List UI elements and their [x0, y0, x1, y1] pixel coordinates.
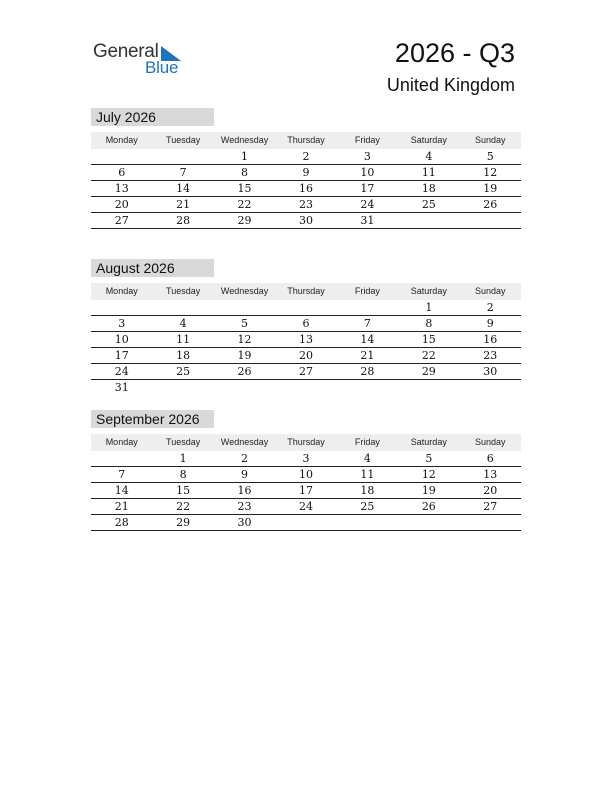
- weekday-label: Monday: [105, 437, 138, 447]
- weekday-label: Wednesday: [220, 437, 269, 447]
- day-cell: 29: [237, 214, 252, 227]
- day-cell: 1: [179, 452, 187, 465]
- weekday-label: Wednesday: [220, 286, 269, 296]
- logo-text-general: General: [93, 41, 159, 62]
- day-cell: 1: [425, 301, 433, 314]
- day-cell: 11: [176, 333, 191, 346]
- day-cell: [398, 515, 459, 530]
- day-cell: 2: [486, 301, 494, 314]
- day-cell: 5: [486, 150, 494, 163]
- day-cell: 4: [425, 150, 433, 163]
- week-row: [91, 348, 521, 364]
- day-cell: 14: [176, 182, 191, 195]
- week-row: [91, 300, 521, 316]
- week-row: [91, 197, 521, 213]
- week-row: [91, 483, 521, 499]
- day-cell: 29: [421, 365, 436, 378]
- day-cell: 15: [176, 484, 191, 497]
- week-row: [91, 499, 521, 515]
- weekday-label: Friday: [354, 437, 380, 447]
- day-cell: [275, 300, 336, 315]
- day-cell: 1: [241, 150, 249, 163]
- day-cell: 8: [425, 317, 433, 330]
- day-cell: 30: [298, 214, 313, 227]
- week-row: [91, 467, 521, 483]
- week-row: [91, 380, 521, 396]
- day-cell: 28: [360, 365, 375, 378]
- day-cell: 8: [179, 468, 187, 481]
- day-cell: 15: [421, 333, 436, 346]
- week-row: [91, 149, 521, 165]
- day-cell: 30: [483, 365, 498, 378]
- day-cell: 16: [298, 182, 313, 195]
- day-cell: 4: [179, 317, 187, 330]
- day-cell: 21: [176, 198, 191, 211]
- day-cell: 27: [114, 214, 129, 227]
- day-cell: 28: [176, 214, 191, 227]
- day-cell: 31: [114, 381, 129, 394]
- day-cell: 19: [483, 182, 498, 195]
- day-cell: 27: [298, 365, 313, 378]
- day-cell: 5: [241, 317, 249, 330]
- day-cell: [275, 515, 336, 530]
- day-cell: 6: [486, 452, 494, 465]
- weekday-label: Saturday: [410, 135, 447, 145]
- day-cell: 20: [114, 198, 129, 211]
- day-cell: 26: [483, 198, 498, 211]
- day-cell: 29: [176, 516, 191, 529]
- day-cell: 14: [360, 333, 375, 346]
- day-cell: 12: [421, 468, 436, 481]
- day-cell: [91, 451, 152, 466]
- weekday-label: Tuesday: [166, 437, 201, 447]
- day-cell: 18: [360, 484, 375, 497]
- day-cell: 20: [483, 484, 498, 497]
- day-cell: 21: [114, 500, 129, 513]
- day-cell: 17: [114, 349, 129, 362]
- weekday-label: Friday: [354, 135, 380, 145]
- day-cell: [91, 300, 152, 315]
- day-cell: 12: [483, 166, 498, 179]
- weekday-label: Thursday: [287, 135, 325, 145]
- month-label: September 2026: [91, 410, 214, 428]
- weekday-label: Thursday: [287, 286, 325, 296]
- day-cell: 16: [483, 333, 498, 346]
- day-cell: 30: [237, 516, 252, 529]
- day-cell: 25: [360, 500, 375, 513]
- day-cell: 2: [302, 150, 310, 163]
- day-cell: 3: [363, 150, 371, 163]
- day-cell: 23: [237, 500, 252, 513]
- week-row: [91, 165, 521, 181]
- day-cell: [214, 380, 275, 396]
- day-cell: [337, 515, 398, 530]
- month-calendar-september: [91, 410, 521, 531]
- weekday-label: Sunday: [474, 437, 506, 447]
- month-calendar-july: [91, 108, 521, 229]
- day-cell: 23: [298, 198, 313, 211]
- weekday-label: Tuesday: [166, 286, 201, 296]
- generalblue-logo: [93, 41, 193, 81]
- day-cell: 25: [176, 365, 191, 378]
- day-cell: 9: [302, 166, 310, 179]
- day-cell: 11: [421, 166, 436, 179]
- page-title: 2026 - Q3: [394, 38, 515, 68]
- day-cell: [398, 213, 459, 228]
- day-cell: 15: [237, 182, 252, 195]
- day-cell: 13: [114, 182, 129, 195]
- day-cell: [214, 300, 275, 315]
- day-cell: 9: [241, 468, 249, 481]
- day-cell: 24: [360, 198, 375, 211]
- day-cell: 12: [237, 333, 252, 346]
- day-cell: 23: [483, 349, 498, 362]
- day-cell: 7: [118, 468, 126, 481]
- weekday-label: Saturday: [410, 437, 447, 447]
- day-cell: 26: [421, 500, 436, 513]
- day-cell: [275, 380, 336, 396]
- day-cell: [398, 380, 459, 396]
- day-cell: 11: [360, 468, 375, 481]
- day-cell: [152, 149, 213, 164]
- day-cell: 21: [360, 349, 375, 362]
- week-row: [91, 316, 521, 332]
- day-cell: [460, 515, 521, 530]
- week-row: [91, 332, 521, 348]
- month-label: July 2026: [91, 108, 214, 126]
- day-cell: 6: [302, 317, 310, 330]
- day-cell: [152, 380, 213, 396]
- weekday-header-row: [91, 434, 521, 451]
- day-cell: 19: [237, 349, 252, 362]
- day-cell: 19: [421, 484, 436, 497]
- day-cell: 13: [298, 333, 313, 346]
- logo-text-blue: Blue: [145, 58, 179, 77]
- weekday-label: Monday: [105, 286, 138, 296]
- weekday-label: Saturday: [410, 286, 447, 296]
- day-cell: 22: [237, 198, 252, 211]
- day-cell: 13: [483, 468, 498, 481]
- day-cell: 24: [298, 500, 313, 513]
- week-row: [91, 364, 521, 380]
- day-cell: 4: [363, 452, 371, 465]
- day-cell: 18: [421, 182, 436, 195]
- day-cell: 6: [118, 166, 126, 179]
- month-calendar-august: [91, 259, 521, 396]
- day-cell: 10: [298, 468, 313, 481]
- weekday-label: Tuesday: [166, 135, 201, 145]
- day-cell: [91, 149, 152, 164]
- day-cell: 31: [360, 214, 375, 227]
- day-cell: 10: [114, 333, 129, 346]
- day-cell: 22: [421, 349, 436, 362]
- weekday-label: Sunday: [474, 286, 506, 296]
- day-cell: 27: [483, 500, 498, 513]
- day-cell: [152, 300, 213, 315]
- day-cell: 18: [176, 349, 191, 362]
- day-cell: 14: [114, 484, 129, 497]
- day-cell: 9: [486, 317, 494, 330]
- month-label: August 2026: [91, 259, 214, 277]
- week-row: [91, 515, 521, 531]
- week-row: [91, 213, 521, 229]
- day-cell: 16: [237, 484, 252, 497]
- day-cell: 28: [114, 516, 129, 529]
- day-cell: 24: [114, 365, 129, 378]
- day-cell: 20: [298, 349, 313, 362]
- weekday-label: Monday: [105, 135, 138, 145]
- day-cell: 2: [241, 452, 249, 465]
- day-cell: 17: [298, 484, 313, 497]
- day-cell: 8: [241, 166, 249, 179]
- day-cell: 26: [237, 365, 252, 378]
- day-cell: 3: [302, 452, 310, 465]
- day-cell: 3: [118, 317, 126, 330]
- week-row: [91, 451, 521, 467]
- day-cell: 22: [176, 500, 191, 513]
- weekday-label: Friday: [354, 286, 380, 296]
- day-cell: [337, 380, 398, 396]
- weekday-header-row: [91, 132, 521, 149]
- day-cell: 10: [360, 166, 375, 179]
- day-cell: [460, 380, 521, 396]
- day-cell: 7: [179, 166, 187, 179]
- week-row: [91, 181, 521, 197]
- weekday-label: Sunday: [474, 135, 506, 145]
- day-cell: 17: [360, 182, 375, 195]
- day-cell: 7: [363, 317, 371, 330]
- day-cell: [460, 213, 521, 228]
- day-cell: [337, 300, 398, 315]
- weekday-header-row: [91, 283, 521, 300]
- day-cell: 5: [425, 452, 433, 465]
- country-subtitle: United Kingdom: [386, 75, 515, 95]
- weekday-label: Thursday: [287, 437, 325, 447]
- day-cell: 25: [421, 198, 436, 211]
- weekday-label: Wednesday: [220, 135, 269, 145]
